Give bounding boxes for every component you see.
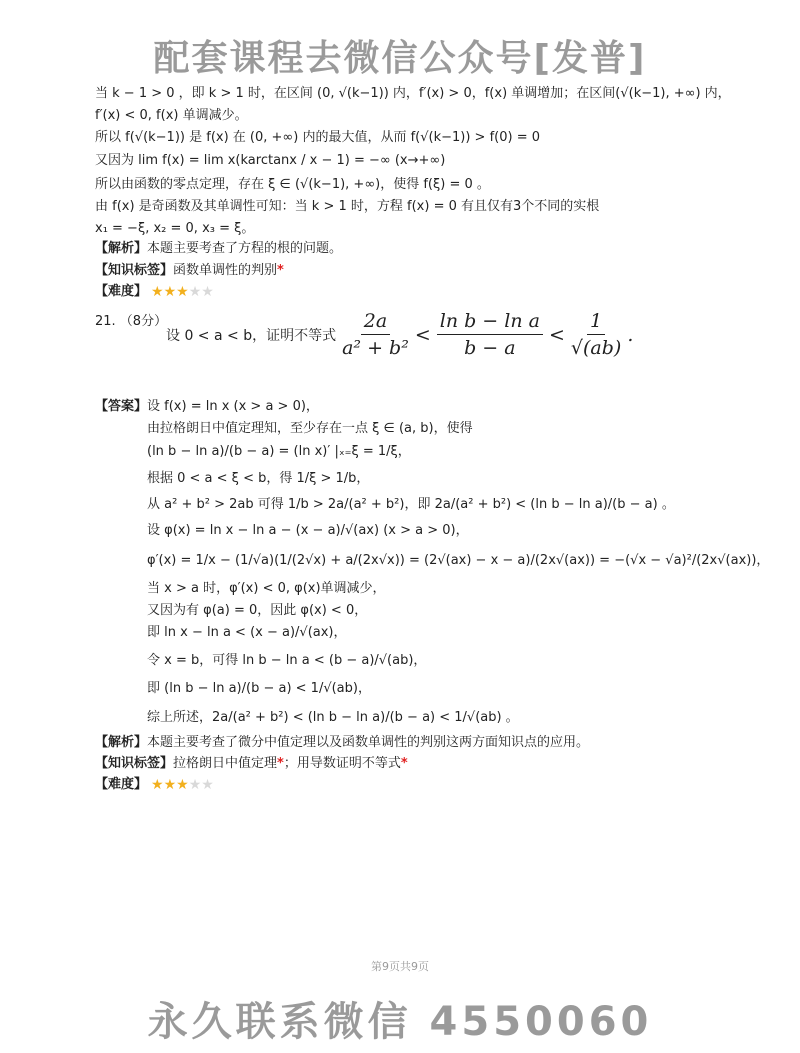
star-filled-icon: ★ — [176, 777, 189, 793]
answer-line: (ln b − ln a)/(b − a) = (ln x)′ |ₓ₌ξ = 1/ξ， — [147, 444, 411, 459]
answer-line: φ′(x) = 1/x − (1/√a)(1/(2√x) + a/(2x√x)) = (2√(ax) − x − a)/(2x√(ax)) = −(√x − √a)²/(2x√(ax))， — [147, 553, 770, 568]
star-empty-icon: ★ — [188, 777, 202, 793]
fraction-num: ln b − ln a — [437, 310, 543, 335]
question-statement — [160, 310, 633, 359]
text-line: 由 f(x) 是奇函数及其单调性可知：当 k > 1 时，方程 f(x) = 0 有且仅有3个不同的实根 — [95, 199, 600, 214]
required-star: * — [277, 756, 284, 771]
watermark-top: 配套课程去微信公众号[发普] — [153, 38, 647, 79]
knowledge-separator: ； — [283, 756, 297, 771]
fraction-num: 1 — [587, 310, 605, 335]
answer-line: 令 x = b，可得 ln b − ln a < (b − a)/√(ab)， — [147, 653, 427, 668]
fraction-den: √(ab) — [570, 337, 622, 359]
answer-line: 由拉格朗日中值定理知，至少存在一点 ξ ∈ (a, b)，使得 — [147, 421, 473, 436]
answer-line: 设 φ(x) = ln x − ln a − (x − a)/√(ax) (x > a > 0)， — [147, 523, 469, 538]
answer-line: 从 a² + b² > 2ab 可得 1/b > 2a/(a² + b²)，即 2a/(a² + b²) < (ln b − ln a)/(b − a) 。 — [147, 497, 675, 512]
knowledge-tag: 【知识标签】 — [95, 263, 174, 278]
star-filled-icon: ★ — [163, 777, 177, 793]
text-line: 所以由函数的零点定理，存在 ξ ∈ (√(k−1), +∞)，使得 f(ξ) = 0 。 — [95, 177, 490, 192]
question-number: 21. （8分） — [95, 314, 168, 329]
analysis-text: 本题主要考查了方程的根的问题。 — [147, 241, 343, 256]
answer-row — [95, 398, 319, 416]
text-line: f′(x) < 0, f(x) 单调减少。 — [95, 108, 248, 123]
lt-sign: < — [414, 323, 431, 346]
fraction-1 — [342, 310, 409, 359]
analysis-tag: 【解析】 — [95, 735, 148, 750]
difficulty-tag: 【难度】 — [95, 777, 148, 792]
fraction-3 — [571, 310, 621, 359]
knowledge-tag: 【知识标签】 — [95, 756, 174, 771]
answer-line: 又因为有 φ(a) = 0，因此 φ(x) < 0， — [147, 603, 368, 618]
knowledge-text: 拉格朗日中值定理 — [173, 756, 278, 771]
watermark-bottom: 永久联系微信 4550060 — [147, 999, 653, 1045]
required-star: * — [400, 756, 408, 771]
fraction-den: a² + b² — [342, 337, 409, 359]
star-filled-icon: ★ — [151, 284, 164, 300]
fraction-num: 2a — [361, 310, 390, 335]
knowledge-text: 函数单调性的判别 — [173, 263, 278, 278]
fraction-den: b − a — [464, 337, 516, 359]
star-filled-icon: ★ — [163, 284, 177, 300]
text-line: 又因为 lim f(x) = lim x(karctanx / x − 1) = −∞ (x→+∞) — [95, 153, 446, 168]
difficulty-row — [95, 776, 214, 795]
analysis-tag: 【解析】 — [95, 241, 148, 256]
text-line: 当 k − 1 > 0 ，即 k > 1 时，在区间 (0, √(k−1)) 内，f′(x) > 0，f(x) 单调增加；在区间(√(k−1), +∞) 内， — [95, 86, 731, 101]
knowledge-row — [95, 755, 408, 773]
text-line: 所以 f(√(k−1)) 是 f(x) 在 (0, +∞) 内的最大值，从而 f(√(k−1)) > f(0) = 0 — [95, 130, 540, 145]
difficulty-stars — [151, 283, 214, 302]
analysis-row — [95, 734, 589, 752]
answer-line: 即 ln x − ln a < (x − a)/√(ax)， — [147, 625, 347, 640]
star-empty-icon: ★ — [188, 284, 202, 300]
answer-line: 当 x > a 时，φ′(x) < 0, φ(x)单调减少， — [147, 581, 386, 596]
answer-line: 根据 0 < a < ξ < b，得 1/ξ > 1/b， — [147, 471, 370, 486]
answer-line: 即 (ln b − ln a)/(b − a) < 1/√(ab)， — [147, 681, 371, 696]
question-lead: 设 0 < a < b，证明不等式 — [166, 327, 337, 344]
answer-tag: 【答案】 — [95, 399, 148, 414]
answer-line: 设 f(x) = ln x (x > a > 0)， — [147, 399, 319, 414]
knowledge-text: 用导数证明不等式 — [296, 756, 401, 771]
text-line: x₁ = −ξ, x₂ = 0, x₃ = ξ。 — [95, 221, 255, 236]
period: . — [627, 323, 634, 346]
analysis-text: 本题主要考查了微分中值定理以及函数单调性的判别这两方面知识点的应用。 — [147, 735, 590, 750]
difficulty-tag: 【难度】 — [95, 284, 148, 299]
page-number: 第9页共9页 — [371, 960, 429, 973]
lt-sign: < — [548, 323, 565, 346]
star-filled-icon: ★ — [176, 284, 189, 300]
required-star: * — [277, 263, 284, 278]
star-empty-icon: ★ — [201, 777, 214, 793]
knowledge-row — [95, 262, 284, 280]
star-empty-icon: ★ — [201, 284, 214, 300]
fraction-2 — [437, 310, 543, 359]
answer-line: 综上所述，2a/(a² + b²) < (ln b − ln a)/(b − a) < 1/√(ab) 。 — [147, 710, 519, 725]
analysis-row — [95, 240, 342, 258]
difficulty-stars — [151, 776, 214, 795]
difficulty-row — [95, 283, 214, 302]
star-filled-icon: ★ — [151, 777, 164, 793]
